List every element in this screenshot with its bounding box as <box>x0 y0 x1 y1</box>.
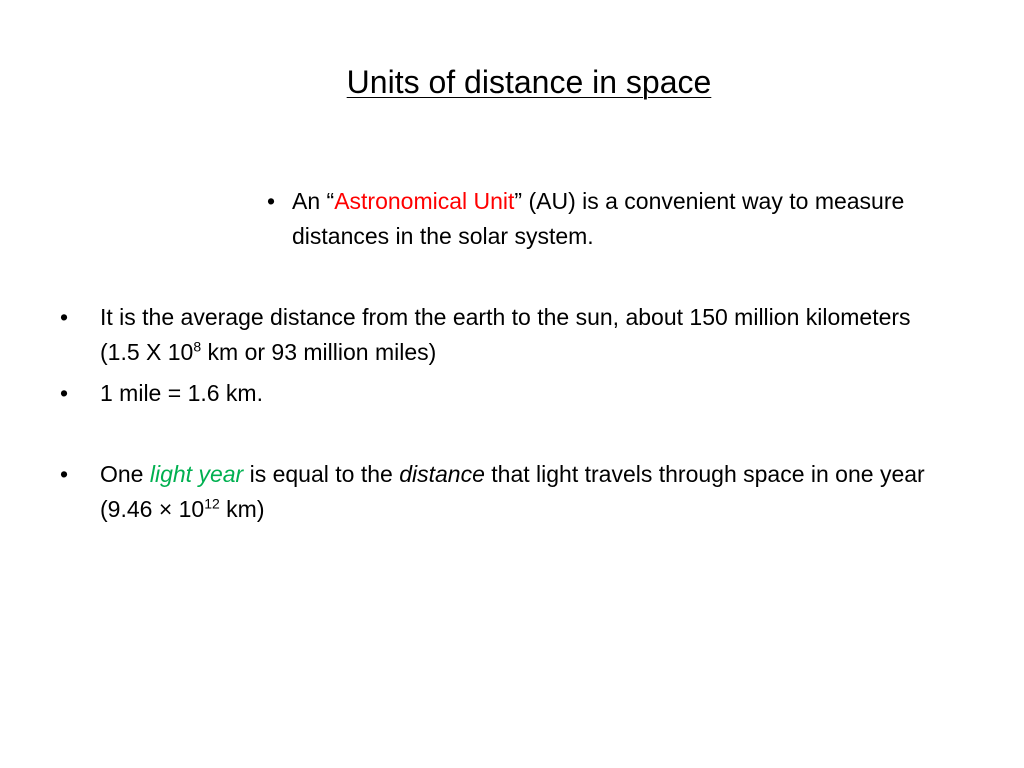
text-segment: It is the average distance from the earth to the sun, about 150 million kilometers (1.5 X 10 <box>100 304 911 365</box>
bullet-light-year <box>60 457 960 527</box>
bullet-text: 1 mile = 1.6 km. <box>100 380 263 406</box>
text-segment: One <box>100 461 150 487</box>
text-segment: is equal to the <box>243 461 400 487</box>
text-segment: km) <box>219 496 265 522</box>
bullet-text <box>292 184 907 254</box>
text-segment: that light travels through space in one year (9.46 × 10 <box>100 461 925 522</box>
light-year-term: light year <box>149 461 244 487</box>
bullet-dot: • <box>60 380 69 406</box>
text-segment: km or 93 million miles) <box>201 339 437 365</box>
bullet-mile-conversion <box>60 376 940 411</box>
bullet-dot: • <box>60 304 69 330</box>
bullet-dot: • <box>267 188 276 214</box>
astronomical-unit-term: Astronomical Unit <box>334 188 515 214</box>
exponent: 8 <box>193 338 202 355</box>
exponent: 12 <box>204 495 220 512</box>
bullet-dot: • <box>60 461 69 487</box>
bullet-average-distance <box>60 300 940 370</box>
bullet-text <box>100 300 940 370</box>
bullet-astronomical-unit <box>267 184 907 254</box>
distance-term: distance <box>399 461 485 487</box>
text-segment: An “ <box>292 188 335 214</box>
text-segment: ” (AU) is a convenient way to measure distances in the solar system. <box>292 188 905 249</box>
bullet-text <box>100 457 960 527</box>
slide-title: Units of distance in space <box>346 64 712 100</box>
